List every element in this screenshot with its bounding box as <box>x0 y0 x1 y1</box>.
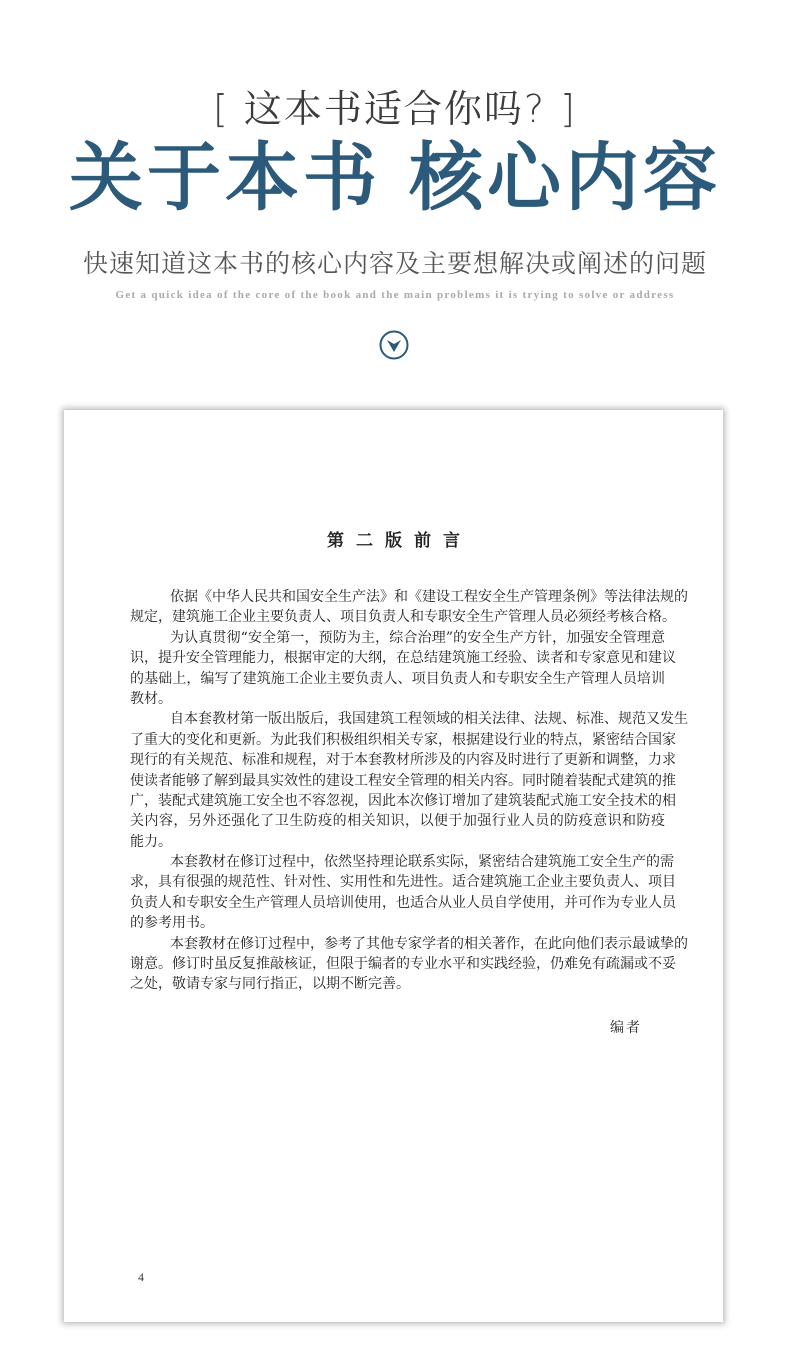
page-number: 4 <box>138 1270 144 1284</box>
paragraph-line: 负责人和专职安全生产管理人员培训使用，也适合从业人员自学使用，并可作为专业人员 <box>130 894 676 911</box>
paragraph-line: 教材。 <box>130 690 172 707</box>
paragraph-line: 能力。 <box>130 833 172 850</box>
paragraph-line: 识，提升安全管理能力，根据审定的大纲，在总结建筑施工经验、读者和专家意见和建议 <box>130 650 676 667</box>
section-kicker <box>0 78 790 133</box>
paragraph-line: 的参考用书。 <box>130 915 214 932</box>
paragraph-line: 自本套教材第一版出版后，我国建筑工程领域的相关法律、法规、标准、规范又发生 <box>170 711 688 728</box>
preface-title: 第二版前言 <box>327 531 472 551</box>
paragraph <box>130 709 688 852</box>
bracket-close: ] <box>560 87 577 131</box>
paragraph-line: 谢意。修订时虽反复推敲核证，但限于编者的专业水平和实践经验，仍难免有疏漏或不妥 <box>130 956 676 973</box>
paragraph-line: 广，装配式建筑施工安全也不容忽视，因此本次修订增加了建筑装配式施工安全技术的相 <box>130 792 676 809</box>
paragraph-line: 为认真贯彻“安全第一，预防为主，综合治理”的安全生产方针，加强安全管理意 <box>170 629 665 646</box>
chevron-down-circle-icon <box>379 330 409 360</box>
kicker-text: 这本书适合你吗? <box>243 87 547 131</box>
paragraph-line: 了重大的变化和更新。为此我们积极组织相关专家，根据建设行业的特点，紧密结合国家 <box>130 731 676 748</box>
subtitle-english: Get a quick idea of the core of the book and the main problems it is trying to solve or address <box>115 289 675 301</box>
headline-part2: 核心内容 <box>409 135 721 221</box>
paragraph-line: 关内容，另外还强化了卫生防疫的相关知识，以便于加强行业人员的防疫意识和防疫 <box>130 813 665 830</box>
paragraph-line: 本套教材在修订过程中，依然坚持理论联系实际，紧密结合建筑施工安全生产的需 <box>170 854 674 871</box>
paragraph-line: 依据《中华人民共和国安全生产法》和《建设工程安全生产管理条例》等法律法规的 <box>170 589 688 605</box>
bracket-open: [ <box>212 87 230 131</box>
paragraph-line: 现行的有关规范、标准和规程，对于本套教材所涉及的内容及时进行了更新和调整，力求 <box>130 752 676 769</box>
paragraph <box>130 934 688 995</box>
page-headline <box>0 135 790 221</box>
paragraph <box>130 628 676 710</box>
preface-body <box>130 587 688 995</box>
paragraph <box>130 852 676 934</box>
signature: 编者 <box>610 1020 642 1036</box>
book-page <box>64 410 723 1322</box>
paragraph <box>130 587 688 628</box>
paragraph-line: 之处，敬请专家与同行指正，以期不断完善。 <box>130 976 410 993</box>
paragraph-line: 的基础上，编写了建筑施工企业主要负责人、项目负责人和专职安全生产管理人员培训 <box>130 670 665 687</box>
paragraph-line: 本套教材在修订过程中，参考了其他专家学者的相关著作，在此向他们表示最诚挚的 <box>170 935 688 952</box>
paragraph-line: 求，具有很强的规范性、针对性、实用性和先进性。适合建筑施工企业主要负责人、项目 <box>130 874 676 891</box>
paragraph-line: 规定，建筑施工企业主要负责人、项目负责人和专职安全生产管理人员必须经考核合格。 <box>130 609 676 626</box>
paragraph-line: 使读者能够了解到最具实效性的建设工程安全管理的相关内容。同时随着装配式建筑的推 <box>130 772 676 789</box>
headline-part1: 关于本书 <box>69 135 381 221</box>
subtitle-chinese: 快速知道这本书的核心内容及主要想解决或阐述的问题 <box>82 249 707 278</box>
